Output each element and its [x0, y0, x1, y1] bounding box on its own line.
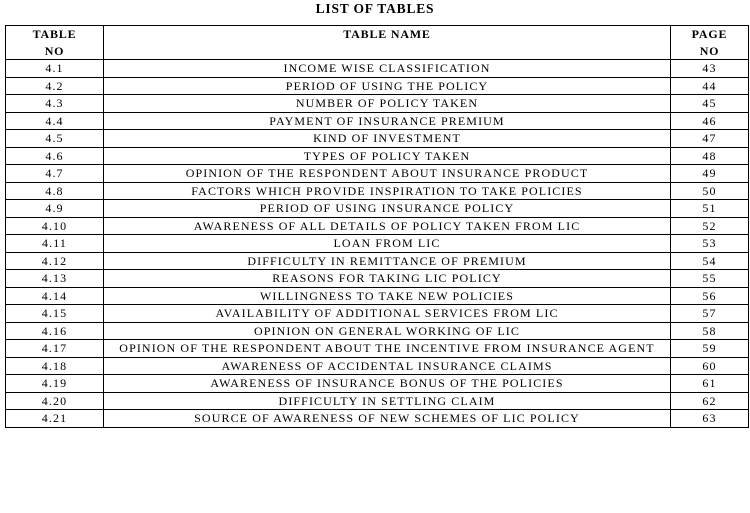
row-table-no: 4.12	[6, 252, 104, 270]
row-page-no: 62	[671, 392, 749, 410]
page-title: LIST OF TABLES	[315, 1, 435, 16]
table-row	[6, 235, 749, 253]
row-table-no: 4.13	[6, 270, 104, 288]
header-table-no	[6, 26, 104, 60]
row-table-name: AWARENESS OF ACCIDENTAL INSURANCE CLAIMS	[104, 357, 671, 375]
row-table-name: SOURCE OF AWARENESS OF NEW SCHEMES OF LIC POLICY	[104, 410, 671, 428]
row-page-no: 54	[671, 252, 749, 270]
table-row	[6, 95, 749, 113]
row-page-no: 51	[671, 200, 749, 218]
row-table-no: 4.15	[6, 305, 104, 323]
row-page-no: 44	[671, 77, 749, 95]
row-page-no: 48	[671, 147, 749, 165]
table-row	[6, 410, 749, 428]
row-table-name: KIND OF INVESTMENT	[104, 130, 671, 148]
table-row	[6, 112, 749, 130]
row-table-name: TYPES OF POLICY TAKEN	[104, 147, 671, 165]
row-page-no: 58	[671, 322, 749, 340]
row-page-no: 49	[671, 165, 749, 183]
row-table-no: 4.14	[6, 287, 104, 305]
row-table-no: 4.6	[6, 147, 104, 165]
row-page-no: 52	[671, 217, 749, 235]
row-page-no: 53	[671, 235, 749, 253]
header-table-no-line1: TABLE	[32, 27, 77, 41]
table-row	[6, 322, 749, 340]
row-table-name: OPINION OF THE RESPONDENT ABOUT THE INCENTIVE FROM INSURANCE AGENT	[104, 340, 671, 358]
table-row	[6, 305, 749, 323]
row-page-no: 45	[671, 95, 749, 113]
row-table-name: PAYMENT OF INSURANCE PREMIUM	[104, 112, 671, 130]
row-table-no: 4.18	[6, 357, 104, 375]
table-row	[6, 130, 749, 148]
row-page-no: 56	[671, 287, 749, 305]
table-row	[6, 270, 749, 288]
table-row	[6, 375, 749, 393]
row-table-name: OPINION OF THE RESPONDENT ABOUT INSURANCE PRODUCT	[104, 165, 671, 183]
row-table-name: DIFFICULTY IN REMITTANCE OF PREMIUM	[104, 252, 671, 270]
row-table-name: OPINION ON GENERAL WORKING OF LIC	[104, 322, 671, 340]
row-table-no: 4.3	[6, 95, 104, 113]
header-page-no-line2: NO	[699, 43, 720, 58]
table-row	[6, 182, 749, 200]
table-row	[6, 77, 749, 95]
row-page-no: 55	[671, 270, 749, 288]
row-page-no: 61	[671, 375, 749, 393]
row-table-no: 4.19	[6, 375, 104, 393]
row-table-no: 4.7	[6, 165, 104, 183]
table-row	[6, 200, 749, 218]
row-table-no: 4.10	[6, 217, 104, 235]
row-table-name: LOAN FROM LIC	[104, 235, 671, 253]
list-of-tables	[5, 25, 749, 428]
row-table-no: 4.8	[6, 182, 104, 200]
row-page-no: 50	[671, 182, 749, 200]
row-page-no: 43	[671, 60, 749, 78]
row-table-name: INCOME WISE CLASSIFICATION	[104, 60, 671, 78]
row-page-no: 63	[671, 410, 749, 428]
row-table-no: 4.21	[6, 410, 104, 428]
row-table-no: 4.16	[6, 322, 104, 340]
row-table-name: PERIOD OF USING INSURANCE POLICY	[104, 200, 671, 218]
row-table-name: AWARENESS OF INSURANCE BONUS OF THE POLICIES	[104, 375, 671, 393]
row-table-no: 4.20	[6, 392, 104, 410]
table-row	[6, 147, 749, 165]
header-page-no-line1: PAGE	[691, 27, 728, 41]
table-row	[6, 340, 749, 358]
row-table-name: DIFFICULTY IN SETTLING CLAIM	[104, 392, 671, 410]
row-page-no: 60	[671, 357, 749, 375]
row-table-no: 4.2	[6, 77, 104, 95]
row-table-name: NUMBER OF POLICY TAKEN	[104, 95, 671, 113]
row-table-no: 4.1	[6, 60, 104, 78]
row-table-name: AWARENESS OF ALL DETAILS OF POLICY TAKEN FROM LIC	[104, 217, 671, 235]
row-table-name: REASONS FOR TAKING LIC POLICY	[104, 270, 671, 288]
row-table-no: 4.4	[6, 112, 104, 130]
row-page-no: 59	[671, 340, 749, 358]
table-row	[6, 217, 749, 235]
row-page-no: 46	[671, 112, 749, 130]
row-page-no: 57	[671, 305, 749, 323]
header-table-no-line2: NO	[44, 43, 65, 58]
table-row	[6, 287, 749, 305]
row-table-name: FACTORS WHICH PROVIDE INSPIRATION TO TAKE POLICIES	[104, 182, 671, 200]
row-table-name: AVAILABILITY OF ADDITIONAL SERVICES FROM LIC	[104, 305, 671, 323]
header-table-name: TABLE NAME	[104, 26, 671, 60]
row-table-no: 4.17	[6, 340, 104, 358]
row-table-no: 4.11	[6, 235, 104, 253]
table-row	[6, 392, 749, 410]
table-row	[6, 165, 749, 183]
table-body	[6, 60, 749, 428]
row-table-no: 4.5	[6, 130, 104, 148]
row-page-no: 47	[671, 130, 749, 148]
table-row	[6, 357, 749, 375]
header-page-no	[671, 26, 749, 60]
row-table-name: WILLINGNESS TO TAKE NEW POLICIES	[104, 287, 671, 305]
table-row	[6, 60, 749, 78]
row-table-no: 4.9	[6, 200, 104, 218]
table-row	[6, 252, 749, 270]
row-table-name: PERIOD OF USING THE POLICY	[104, 77, 671, 95]
header-row	[6, 26, 749, 60]
